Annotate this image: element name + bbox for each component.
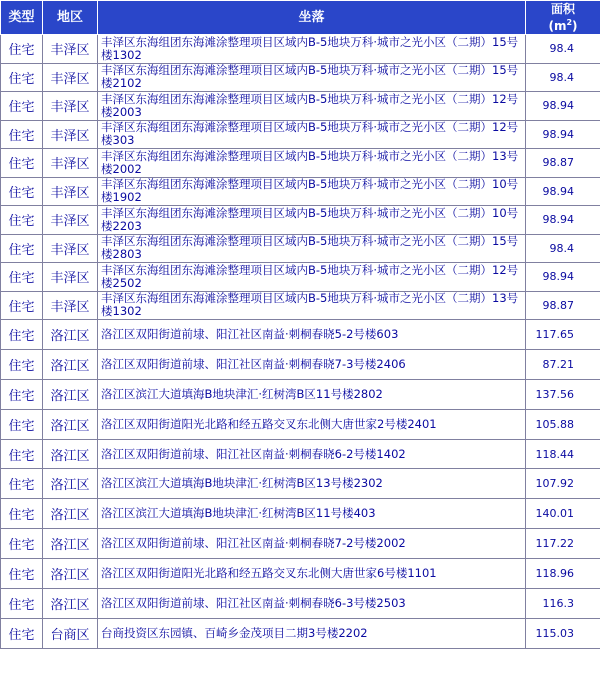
table-row	[1, 559, 600, 589]
header-location: 坐落	[98, 1, 526, 35]
table-row	[1, 439, 600, 469]
cell-area: 98.4	[526, 234, 600, 263]
cell-type: 住宅	[1, 149, 43, 178]
cell-area: 116.3	[526, 589, 600, 619]
cell-address: 丰泽区东海组团东海滩涂整理项目区域内B-5地块万科·城市之光小区（二期）12号楼2003	[98, 92, 526, 121]
table-row	[1, 149, 600, 178]
cell-address: 丰泽区东海组团东海滩涂整理项目区域内B-5地块万科·城市之光小区（二期）10号楼2203	[98, 206, 526, 235]
cell-address: 丰泽区东海组团东海滩涂整理项目区域内B-5地块万科·城市之光小区（二期）13号楼2002	[98, 149, 526, 178]
cell-type: 住宅	[1, 409, 43, 439]
cell-area: 118.96	[526, 559, 600, 589]
cell-address: 丰泽区东海组团东海滩涂整理项目区域内B-5地块万科·城市之光小区（二期）12号楼303	[98, 120, 526, 149]
cell-district: 洛江区	[43, 589, 98, 619]
cell-area: 98.4	[526, 35, 600, 64]
header-area: 面积 $(m^2)$	[526, 1, 600, 35]
table-row	[1, 234, 600, 263]
cell-district: 洛江区	[43, 559, 98, 589]
cell-address: 丰泽区东海组团东海滩涂整理项目区域内B-5地块万科·城市之光小区（二期）15号楼2102	[98, 63, 526, 92]
cell-area: 98.94	[526, 206, 600, 235]
table-row	[1, 291, 600, 320]
cell-district: 洛江区	[43, 349, 98, 379]
cell-address: 丰泽区东海组团东海滩涂整理项目区域内B-5地块万科·城市之光小区（二期）10号楼1902	[98, 177, 526, 206]
cell-area: 98.94	[526, 120, 600, 149]
cell-district: 丰泽区	[43, 263, 98, 292]
cell-address: 台商投资区东园镇、百崎乡金茂项目二期3号楼2202	[98, 618, 526, 648]
cell-area: 98.94	[526, 177, 600, 206]
cell-area: 117.22	[526, 529, 600, 559]
cell-district: 洛江区	[43, 379, 98, 409]
cell-area: 107.92	[526, 469, 600, 499]
cell-address: 洛江区双阳街道前埭、阳江社区南益·刺桐春晓5-2号楼603	[98, 320, 526, 350]
table-row	[1, 63, 600, 92]
cell-address: 洛江区双阳街道阳光北路和经五路交叉东北侧大唐世家2号楼2401	[98, 409, 526, 439]
table-row	[1, 206, 600, 235]
table-row	[1, 177, 600, 206]
cell-area: 98.94	[526, 263, 600, 292]
cell-type: 住宅	[1, 559, 43, 589]
cell-address: 洛江区滨江大道填海B地块津汇·红树湾B区11号楼403	[98, 499, 526, 529]
cell-address: 洛江区双阳街道前埭、阳江社区南益·刺桐春晓7-3号楼2406	[98, 349, 526, 379]
cell-type: 住宅	[1, 469, 43, 499]
cell-address: 丰泽区东海组团东海滩涂整理项目区域内B-5地块万科·城市之光小区（二期）15号楼2803	[98, 234, 526, 263]
table-row	[1, 529, 600, 559]
cell-address: 洛江区双阳街道前埭、阳江社区南益·刺桐春晓6-2号楼1402	[98, 439, 526, 469]
cell-district: 丰泽区	[43, 63, 98, 92]
table-row	[1, 349, 600, 379]
table-row	[1, 618, 600, 648]
cell-area: 98.4	[526, 63, 600, 92]
cell-type: 住宅	[1, 234, 43, 263]
cell-area: 87.21	[526, 349, 600, 379]
cell-type: 住宅	[1, 349, 43, 379]
cell-area: 117.65	[526, 320, 600, 350]
table-row	[1, 263, 600, 292]
header-area-label: 面积	[550, 1, 575, 16]
cell-area: 115.03	[526, 618, 600, 648]
cell-type: 住宅	[1, 320, 43, 350]
table-row	[1, 589, 600, 619]
header-type: 类型	[1, 1, 43, 35]
cell-area: 98.94	[526, 92, 600, 121]
table-header-row	[1, 1, 600, 35]
cell-type: 住宅	[1, 618, 43, 648]
cell-type: 住宅	[1, 177, 43, 206]
cell-area: 118.44	[526, 439, 600, 469]
table-row	[1, 409, 600, 439]
cell-type: 住宅	[1, 291, 43, 320]
cell-district: 丰泽区	[43, 206, 98, 235]
cell-district: 洛江区	[43, 469, 98, 499]
cell-area: 98.87	[526, 291, 600, 320]
cell-district: 丰泽区	[43, 35, 98, 64]
cell-area: 105.88	[526, 409, 600, 439]
cell-district: 洛江区	[43, 499, 98, 529]
cell-district: 丰泽区	[43, 149, 98, 178]
header-area-unit-exp: 2	[566, 17, 573, 27]
cell-type: 住宅	[1, 499, 43, 529]
header-district: 地区	[43, 1, 98, 35]
cell-type: 住宅	[1, 35, 43, 64]
table-row	[1, 469, 600, 499]
cell-address: 洛江区双阳街道阳光北路和经五路交叉东北侧大唐世家6号楼1101	[98, 559, 526, 589]
cell-address: 丰泽区东海组团东海滩涂整理项目区域内B-5地块万科·城市之光小区（二期）12号楼2502	[98, 263, 526, 292]
cell-district: 洛江区	[43, 409, 98, 439]
cell-district: 台商区	[43, 618, 98, 648]
header-area-unit: m	[553, 18, 567, 33]
cell-type: 住宅	[1, 439, 43, 469]
cell-district: 洛江区	[43, 320, 98, 350]
cell-type: 住宅	[1, 589, 43, 619]
cell-type: 住宅	[1, 120, 43, 149]
cell-district: 洛江区	[43, 439, 98, 469]
cell-type: 住宅	[1, 63, 43, 92]
cell-address: 洛江区滨江大道填海B地块津汇·红树湾B区13号楼2302	[98, 469, 526, 499]
cell-type: 住宅	[1, 92, 43, 121]
table-row	[1, 379, 600, 409]
cell-address: 洛江区双阳街道前埭、阳江社区南益·刺桐春晓7-2号楼2002	[98, 529, 526, 559]
table-row	[1, 320, 600, 350]
cell-address: 洛江区滨江大道填海B地块津汇·红树湾B区11号楼2802	[98, 379, 526, 409]
table-row	[1, 499, 600, 529]
cell-address: 丰泽区东海组团东海滩涂整理项目区域内B-5地块万科·城市之光小区（二期）15号楼1302	[98, 35, 526, 64]
cell-area: 98.87	[526, 149, 600, 178]
cell-district: 洛江区	[43, 529, 98, 559]
cell-type: 住宅	[1, 529, 43, 559]
cell-district: 丰泽区	[43, 92, 98, 121]
cell-address: 洛江区双阳街道前埭、阳江社区南益·刺桐春晓6-3号楼2503	[98, 589, 526, 619]
cell-district: 丰泽区	[43, 234, 98, 263]
table-row	[1, 92, 600, 121]
cell-area: 137.56	[526, 379, 600, 409]
table-row	[1, 120, 600, 149]
cell-district: 丰泽区	[43, 120, 98, 149]
cell-type: 住宅	[1, 263, 43, 292]
cell-district: 丰泽区	[43, 291, 98, 320]
cell-address: 丰泽区东海组团东海滩涂整理项目区域内B-5地块万科·城市之光小区（二期）13号楼1302	[98, 291, 526, 320]
cell-area: 140.01	[526, 499, 600, 529]
cell-district: 丰泽区	[43, 177, 98, 206]
cell-type: 住宅	[1, 379, 43, 409]
cell-type: 住宅	[1, 206, 43, 235]
table-row	[1, 35, 600, 64]
